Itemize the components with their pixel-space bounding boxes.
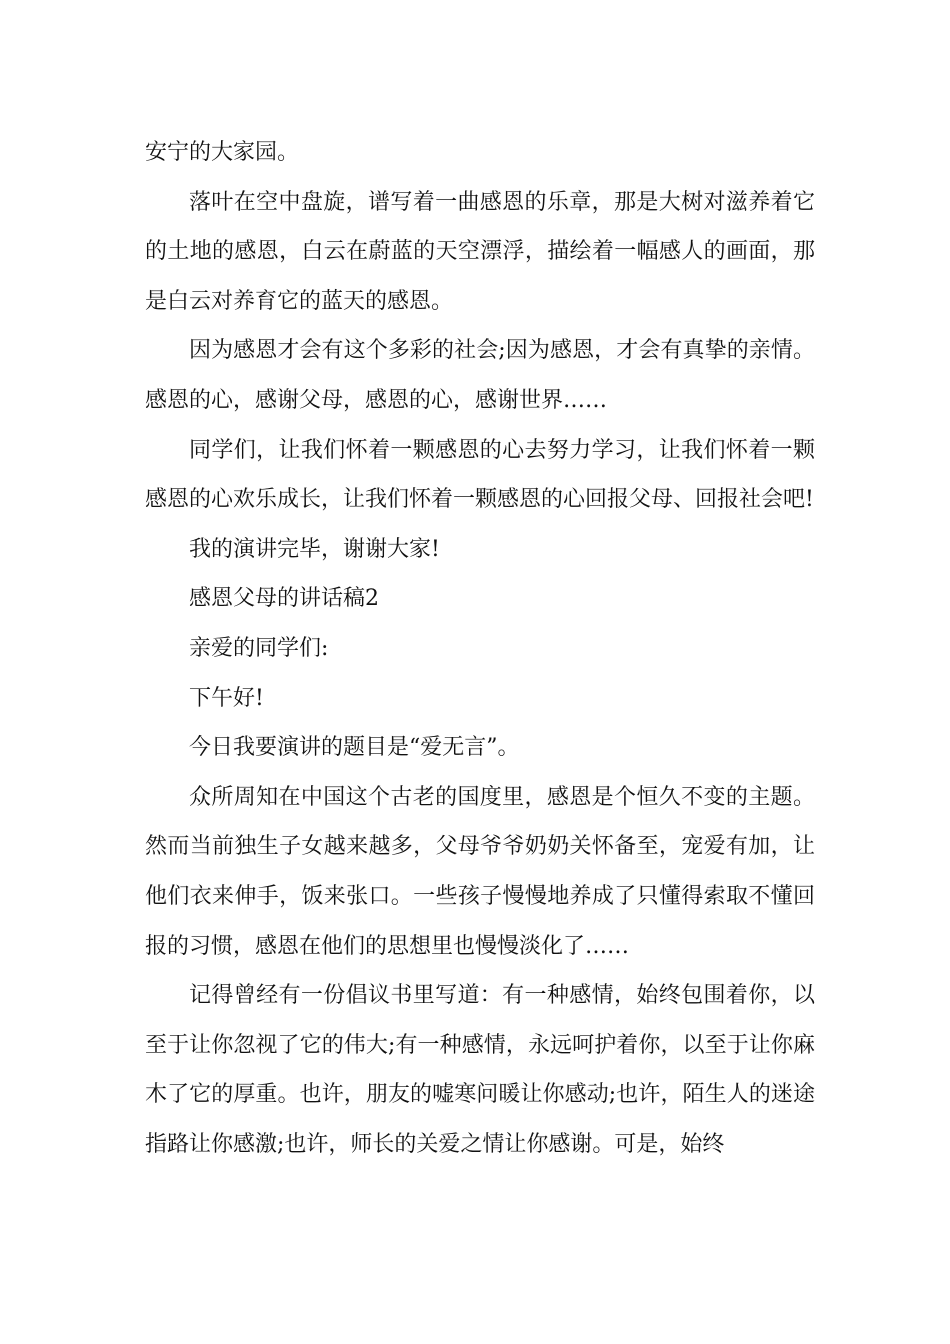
- paragraph-10: 众所周知在中国这个古老的国度里，感恩是个恒久不变的主题。然而当前独生子女越来越多，父母爷爷奶奶关怀备至，宠爱有加，让他们衣来伸手，饭来张口。一些孩子慢慢地养成了只懂得索取不懂回报的习惯，感恩在他们的思想里也慢慢淡化了……: [145, 784, 815, 959]
- topic-line: 今日我要演讲的题目是“爱无言”。: [189, 735, 520, 761]
- paragraph-3: 因为感恩才会有这个多彩的社会;因为感恩，才会有真挚的亲情。感恩的心，感谢父母，感恩的心，感谢世界……: [145, 338, 815, 413]
- paragraph-4: 同学们，让我们怀着一颗感恩的心去努力学习，让我们怀着一颗感恩的心欢乐成长，让我们怀着一颗感恩的心回报父母、回报社会吧!: [145, 437, 815, 513]
- section-title: 感恩父母的讲话稿2: [189, 586, 379, 612]
- salutation: 亲爱的同学们:: [189, 635, 329, 661]
- paragraph-11: 记得曾经有一份倡议书里写道：有一种感情，始终包围着你，以至于让你忽视了它的伟大;有一种感情，永远呵护着你，以至于让你麻木了它的厚重。也许，朋友的嘘寒问暖让你感动;也许，陌生人的迷途指路让你感激;也许，师长的关爱之情让你感谢。可是，始终: [145, 983, 815, 1157]
- paragraph-2: 落叶在空中盘旋，谱写着一曲感恩的乐章，那是大树对滋养着它的土地的感恩，白云在蔚蓝的天空漂浮，描绘着一幅感人的画面，那是白云对养育它的蓝天的感恩。: [145, 189, 815, 314]
- document-body: [145, 128, 815, 1169]
- paragraph-1: 安宁的大家园。: [145, 140, 300, 165]
- greeting: 下午好!: [189, 685, 264, 711]
- closing-line: 我的演讲完毕，谢谢大家!: [189, 536, 440, 562]
